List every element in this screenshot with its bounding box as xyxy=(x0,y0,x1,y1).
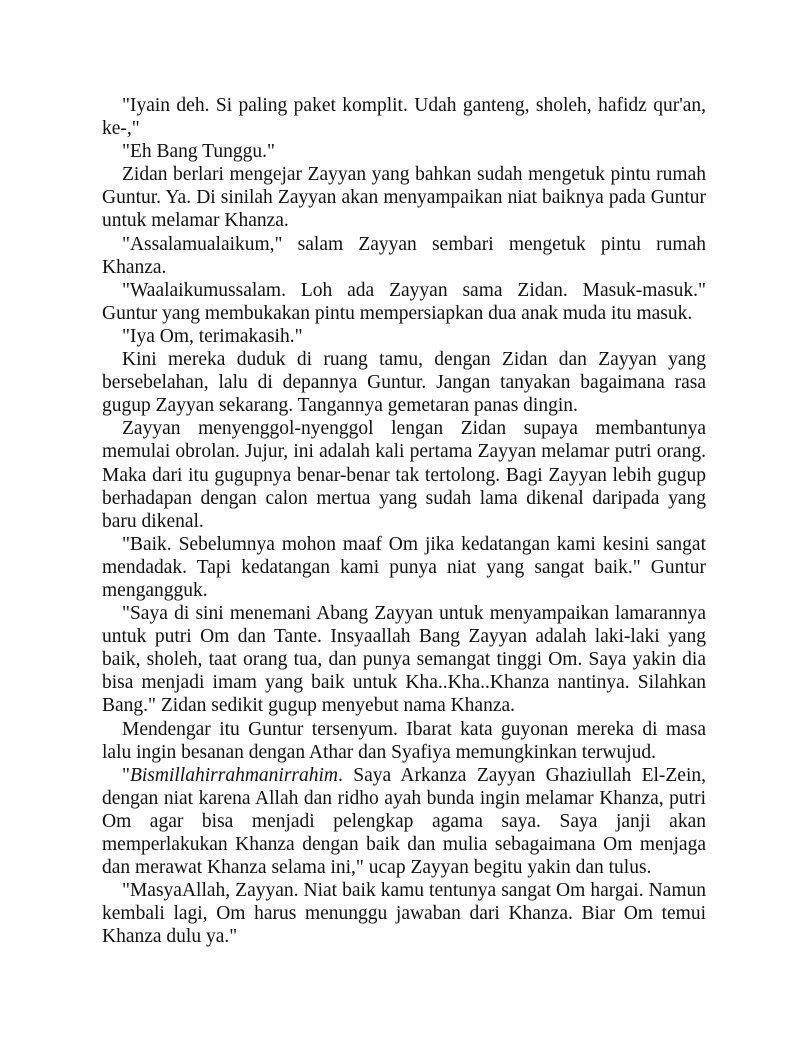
paragraph-3: Zidan berlari mengejar Zayyan yang bahkan sudah mengetuk pintu rumah Guntur. Ya. Di sinilah Zayyan akan menyampaikan niat baiknya pada Guntur untuk melamar Khanza. xyxy=(102,164,706,232)
paragraph-2: "Eh Bang Tunggu." xyxy=(122,141,275,163)
paragraph-10: "Saya di sini menemani Abang Zayyan untuk menyampaikan lamarannya untuk putri Om dan Tante. Insyaallah Bang Zayyan adalah laki-laki yang baik, sholeh, taat orang tua, dan punya semangat tinggi Om. Saya yakin dia bisa menjadi imam yang baik untuk Kha..Kha..Khanza nantinya. Silahkan Bang." Zidan sedikit gugup menyebut nama Khanza. xyxy=(102,603,706,717)
paragraph-11: Mendengar itu Guntur tersenyum. Ibarat kata guyonan mereka di masa lalu ingin besanan dengan Athar dan Syafiya memungkinkan terwujud. xyxy=(102,718,706,763)
paragraph-12-text: . Saya Arkanza Zayyan Ghaziullah El-Zein, dengan niat karena Allah dan ridho ayah bunda ingin melamar Khanza, putri Om agar bisa menjadi pelengkap agama saya. Saya janji akan memperlakukan Khanza dengan baik dan mulia sebagaimana Om menjaga dan merawat Khanza selama ini," ucap Zayyan begitu yakin dan tulus. xyxy=(102,764,706,879)
paragraph-8: Zayyan menyenggol-nyenggol lengan Zidan supaya membantunya memulai obrolan. Jujur, ini adalah kali pertama Zayyan melamar putri orang. Maka dari itu gugupnya benar-benar tak tertolong. Bagi Zayyan lebih gugup berhadapan dengan calon mertua yang sudah lama dikenal daripada yang baru dikenal. xyxy=(102,418,706,532)
paragraph-9: "Baik. Sebelumnya mohon maaf Om jika kedatangan kami kesini sangat mendadak. Tapi kedatangan kami punya niat yang sangat baik." Guntur mengangguk. xyxy=(102,533,706,601)
paragraph-5: "Waalaikumussalam. Loh ada Zayyan sama Zidan. Masuk-masuk." Guntur yang membukakan pintu mempersiapkan dua anak muda itu masuk. xyxy=(102,279,706,324)
paragraph-6: "Iya Om, terimakasih." xyxy=(122,325,303,347)
paragraph-4: "Assalamualaikum," salam Zayyan sembari mengetuk pintu rumah Khanza. xyxy=(102,233,706,278)
paragraph-1: "Iyain deh. Si paling paket komplit. Udah ganteng, sholeh, hafidz qur'an, ke-," xyxy=(102,95,706,140)
paragraph-7: Kini mereka duduk di ruang tamu, dengan Zidan dan Zayyan yang bersebelahan, lalu di depannya Guntur. Jangan tanyakan bagaimana rasa gugup Zayyan sekarang. Tangannya gemetaran panas dingin. xyxy=(102,349,706,417)
document-page xyxy=(102,94,706,948)
italic-basmalah: Bismillahirrahmanirrahim xyxy=(129,764,338,786)
paragraph-13: "MasyaAllah, Zayyan. Niat baik kamu tentunya sangat Om hargai. Namun kembali lagi, Om harus menunggu jawaban dari Khanza. Biar Om temui Khanza dulu ya." xyxy=(102,880,706,948)
opening-quote: " xyxy=(122,764,130,786)
paragraph-12 xyxy=(102,764,706,879)
